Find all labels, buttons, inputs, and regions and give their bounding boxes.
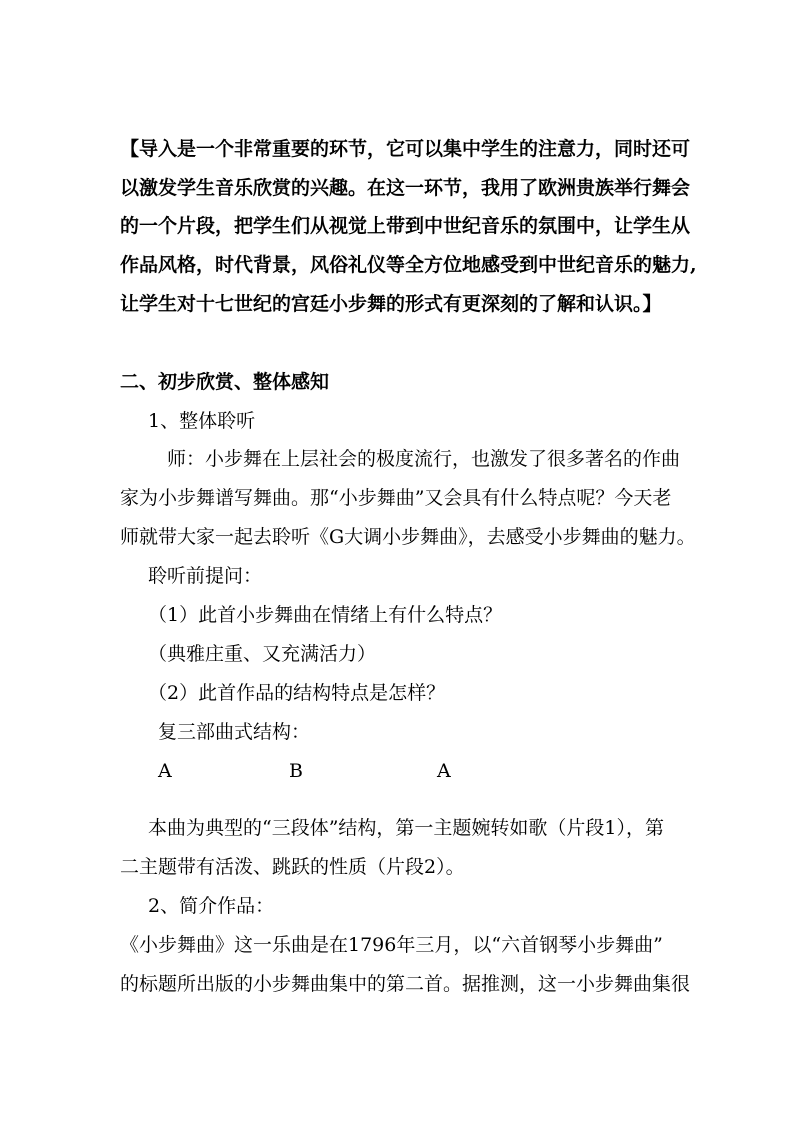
structure-letter-a1: A xyxy=(158,760,172,782)
intro-line-2: 以激发学生音乐欣赏的兴趣。在这一环节，我用了欧洲贵族举行舞会 xyxy=(120,177,691,199)
question-2: （2）此首作品的结构特点是怎样？ xyxy=(148,682,446,704)
structure-letter-a2: A xyxy=(437,760,451,782)
subheading-listening: 1、整体聆听 xyxy=(148,410,256,432)
work-intro-line-2: 的标题所出版的小步舞曲集中的第二首。据推测，这一小步舞曲集很 xyxy=(120,973,691,995)
structure-label: 复三部曲式结构： xyxy=(158,721,311,743)
description-line-1: 本曲为典型的“三段体”结构，第一主题婉转如歌（片段1），第 xyxy=(148,817,665,839)
description-line-2: 二主题带有活泼、跳跃的性质（片段2）。 xyxy=(120,856,465,878)
subheading-work-intro: 2、简介作品： xyxy=(148,895,275,917)
teacher-line-3: 师就带大家一起去聆听《G大调小步舞曲》，去感受小步舞曲的魅力。 xyxy=(120,526,696,548)
section-heading: 二、初步欣赏、整体感知 xyxy=(120,371,330,393)
question-1: （1）此首小步舞曲在情绪上有什么特点？ xyxy=(148,604,503,626)
intro-line-5: 让学生对十七世纪的宫廷小步舞的形式有更深刻的了解和认识。】 xyxy=(120,293,662,315)
intro-line-4: 作品风格，时代背景，风俗礼仪等全方位地感受到中世纪音乐的魅力, xyxy=(120,254,697,276)
structure-letter-b: B xyxy=(289,760,303,782)
work-intro-line-1: 《小步舞曲》这一乐曲是在1796年三月，以“六首钢琴小步舞曲” xyxy=(120,934,663,956)
answer-1: （典雅庄重、又充满活力） xyxy=(148,643,377,665)
teacher-line-1: 师：小步舞在上层社会的极度流行，也激发了很多著名的作曲 xyxy=(167,448,681,470)
question-intro: 聆听前提问： xyxy=(148,565,263,587)
intro-line-1: 【导入是一个非常重要的环节，它可以集中学生的注意力，同时还可 xyxy=(120,138,691,160)
intro-line-3: 的一个片段，把学生们从视觉上带到中世纪音乐的氛围中，让学生从 xyxy=(120,215,691,237)
structure-letters xyxy=(0,759,794,783)
teacher-line-2: 家为小步舞谱写舞曲。那“小步舞曲”又会具有什么特点呢？今天老 xyxy=(120,487,672,509)
